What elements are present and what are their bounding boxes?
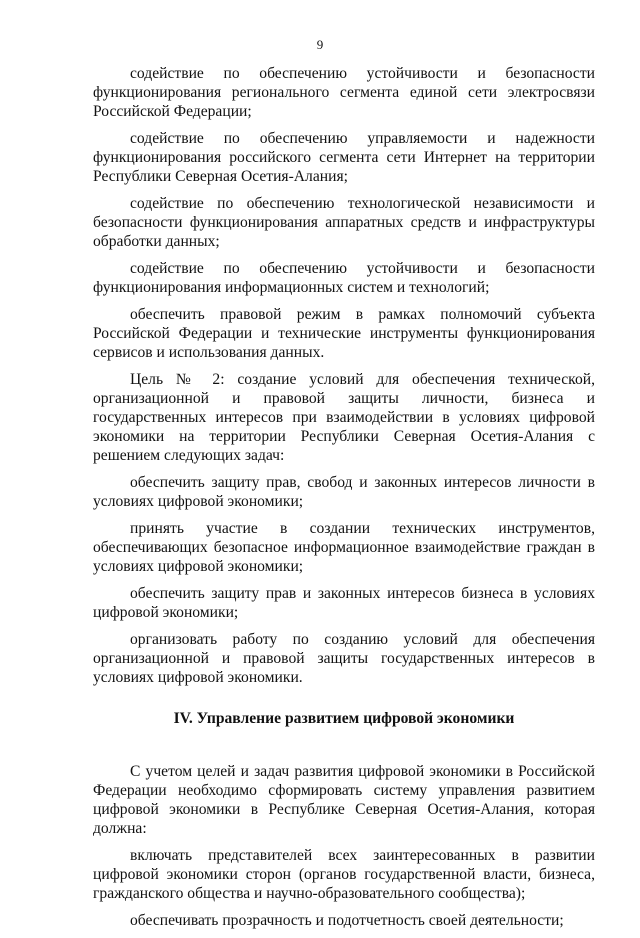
paragraph: содействие по обеспечению устойчивости и безопасности функционирования информационных систем и технологий; (93, 260, 595, 296)
paragraph: обеспечивать прозрачность и подотчетность своей деятельности; (130, 912, 564, 929)
paragraph: обеспечить защиту прав и законных интересов бизнеса в условиях цифровой экономики; (93, 585, 595, 621)
document-body (93, 64, 595, 938)
paragraph: С учетом целей и задач развития цифровой экономики в Российской Федерации необходимо сформировать систему управления развитием цифровой экономики в Республике Северная Осетия-Алания, которая должна: (93, 763, 595, 837)
paragraph: Цель № 2: создание условий для обеспечения технической, организационной и правовой защиты личности, бизнеса и государственных интересов при взаимодействии в условиях цифровой экономики на территории Республики Северная Осетия-Алания с решением следующих задач: (93, 371, 595, 464)
section-heading: IV. Управление развитием цифровой экономики (173, 710, 515, 727)
paragraph: содействие по обеспечению управляемости и надежности функционирования российского сегмента сети Интернет на территории Республики Северная Осетия-Алания; (93, 130, 595, 185)
page-number: 9 (316, 37, 324, 52)
paragraph: включать представителей всех заинтересованных в развитии цифровой экономики сторон (органов государственной власти, бизнеса, гражданского общества и научно-образовательного сообщества); (93, 847, 595, 902)
paragraph: содействие по обеспечению устойчивости и безопасности функционирования регионального сегмента единой сети электросвязи Российской Федерации; (93, 65, 595, 120)
paragraph: содействие по обеспечению технологической независимости и безопасности функционирования аппаратных средств и инфраструктуры обработки данных; (93, 195, 595, 250)
paragraph: обеспечить защиту прав, свобод и законных интересов личности в условиях цифровой экономики; (93, 474, 595, 510)
paragraph: принять участие в создании технических инструментов, обеспечивающих безопасное информационное взаимодействие граждан в условиях цифровой экономики; (93, 520, 595, 575)
paragraph: обеспечить правовой режим в рамках полномочий субъекта Российской Федерации и технические инструменты функционирования сервисов и использования данных. (93, 306, 595, 361)
paragraph: организовать работу по созданию условий для обеспечения организационной и правовой защиты государственных интересов в условиях цифровой экономики. (93, 631, 595, 686)
